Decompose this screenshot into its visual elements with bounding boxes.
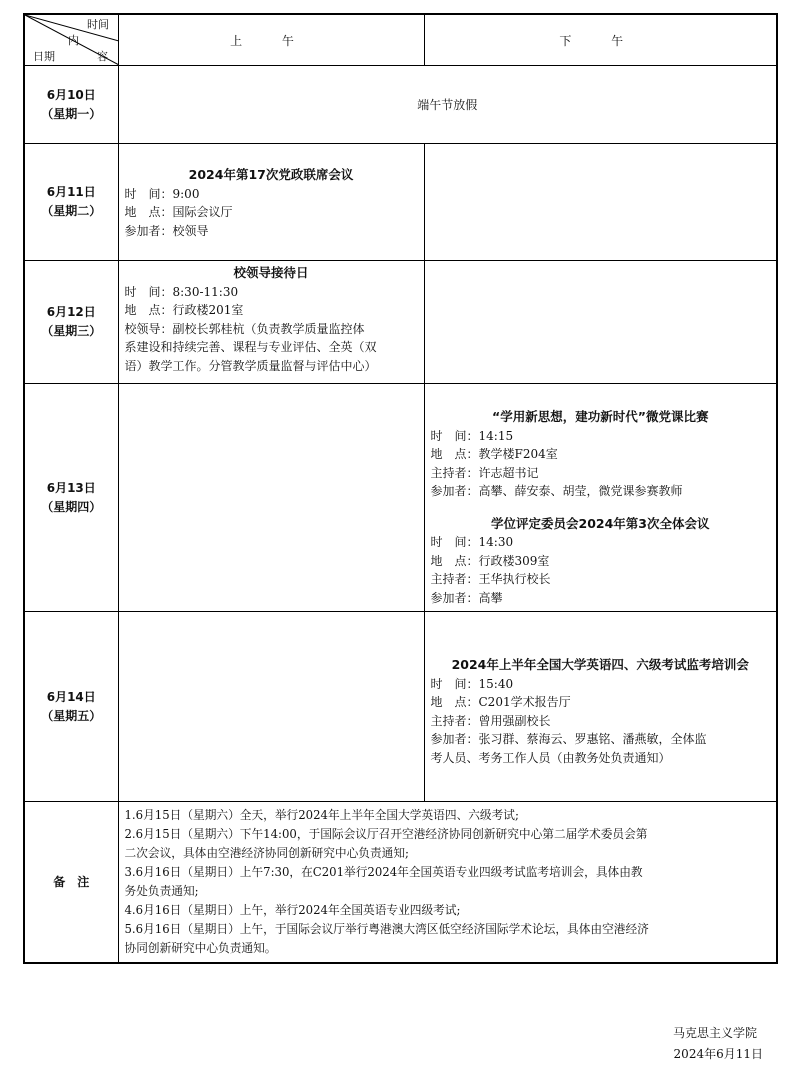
event-place: 地 点：C201学术报告厅 (430, 695, 571, 709)
am-cell (118, 144, 424, 261)
corner-date-label: 日期 (33, 50, 55, 63)
event-time: 时 间：9:00 (124, 186, 200, 201)
am-cell (118, 384, 424, 612)
weekday-label: （星期一） (41, 106, 102, 121)
date-label: 6月12日 (46, 305, 96, 319)
event-attendees: 参加者：张习群、蔡海云、罗惠铭、潘燕敏，全体监 (430, 732, 707, 746)
event-block (119, 144, 424, 240)
pm-cell (424, 144, 777, 261)
date-cell (24, 612, 118, 802)
event-time: 时 间：14:15 (430, 428, 514, 443)
event-host: 主持者：王华执行校长 (430, 572, 551, 586)
event-place: 地 点：教学楼F204室 (430, 447, 558, 461)
event-time: 时 间：15:40 (430, 676, 514, 691)
header-am: 上 午 (118, 14, 424, 66)
event-leader-cont: 语）教学工作。分管教学质量监督与评估中心） (124, 358, 377, 373)
event-attendees: 参加者：高攀、薛安泰、胡莹，微党课参赛教师 (430, 484, 683, 498)
event-attendees: 参加者：校领导 (124, 223, 209, 238)
event-place: 地 点：行政楼309室 (430, 553, 550, 568)
event-title: 2024年第17次党政联席会议 (188, 167, 354, 182)
day-row (24, 261, 777, 384)
event-block (119, 261, 424, 375)
event-time: 时 间：14:30 (430, 535, 514, 549)
holiday-cell: 端午节放假 (118, 66, 777, 144)
event-time: 时 间：8:30-11:30 (124, 284, 239, 299)
note-line: 务处负责通知; (124, 884, 199, 898)
event-host: 主持者：许志超书记 (430, 465, 539, 480)
date-label: 6月14日 (46, 689, 96, 704)
event-title: 学位评定委员会2024年第3次全体会议 (491, 515, 710, 531)
date-label: 6月13日 (46, 480, 96, 495)
event-attendees: 参加者：高攀 (430, 590, 503, 605)
note-line: 3.6月16日（星期日）上午7:30，在C201举行2024年全国英语专业四级考试监考培训会，具体由教 (124, 865, 643, 879)
event-attendees-cont: 考人员、考务工作人员（由教务处负责通知） (430, 750, 671, 765)
weekday-label: （星期三） (41, 324, 102, 338)
event-block (425, 501, 777, 608)
corner-time-label: 时间 (87, 18, 109, 31)
notes-body (119, 802, 777, 962)
date-cell (24, 66, 118, 144)
event-leader: 校领导：副校长郭桂杭（负责教学质量监控体 (124, 321, 365, 336)
event-block (425, 384, 777, 501)
weekday-label: （星期四） (41, 499, 102, 514)
date-label: 6月10日 (46, 87, 96, 102)
am-cell (118, 261, 424, 384)
am-cell (118, 612, 424, 802)
header-pm: 下 午 (424, 14, 777, 66)
note-line: 2.6月15日（星期六）下午14:00，于国际会议厅召开空港经济协同创新研究中心第二届学术委员会第 (124, 827, 648, 841)
date-cell (24, 384, 118, 612)
note-line: 二次会议，具体由空港经济协同创新研究中心负责通知; (124, 846, 409, 860)
pm-cell (424, 384, 777, 612)
day-row (24, 384, 777, 612)
notes-cell (118, 802, 777, 964)
event-leader-cont: 系建设和持续完善、课程与专业评估、全英（双 (124, 340, 377, 354)
note-line: 5.6月16日（星期日）上午，于国际会议厅举行粤港澳大湾区低空经济国际学术论坛，具体由空港经济 (124, 922, 649, 936)
event-title: 校领导接待日 (233, 265, 309, 280)
notes-row (24, 802, 777, 964)
day-row (24, 66, 777, 144)
corner-content-label-2: 容 (97, 50, 108, 63)
day-row (24, 612, 777, 802)
weekday-label: （星期五） (41, 708, 102, 723)
note-line: 1.6月15日（星期六）全天，举行2024年上半年全国大学英语四、六级考试; (124, 808, 519, 822)
event-block (425, 612, 777, 767)
note-line: 协同创新研究中心负责通知。 (124, 941, 277, 955)
date-cell (24, 261, 118, 384)
footer-date: 2024年6月11日 (673, 1047, 763, 1061)
header-row (24, 14, 777, 66)
header-corner (24, 14, 118, 66)
schedule-table (23, 13, 778, 964)
weekday-label: （星期二） (41, 204, 102, 218)
pm-cell (424, 612, 777, 802)
date-cell (24, 144, 118, 261)
event-host: 主持者：曾用强副校长 (430, 713, 551, 728)
notes-label: 备 注 (24, 802, 118, 964)
pm-cell (424, 261, 777, 384)
day-row (24, 144, 777, 261)
event-title: “学用新思想，建功新时代”微党课比赛 (492, 409, 709, 424)
date-label: 6月11日 (46, 185, 96, 199)
event-place: 地 点：国际会议厅 (124, 205, 233, 219)
note-line: 4.6月16日（星期日）上午，举行2024年全国英语专业四级考试; (124, 903, 461, 917)
event-title: 2024年上半年全国大学英语四、六级考试监考培训会 (451, 657, 749, 672)
event-place: 地 点：行政楼201室 (124, 303, 244, 317)
footer-org: 马克思主义学院 (672, 1026, 757, 1040)
corner-content-label-1: 内 (68, 34, 79, 47)
